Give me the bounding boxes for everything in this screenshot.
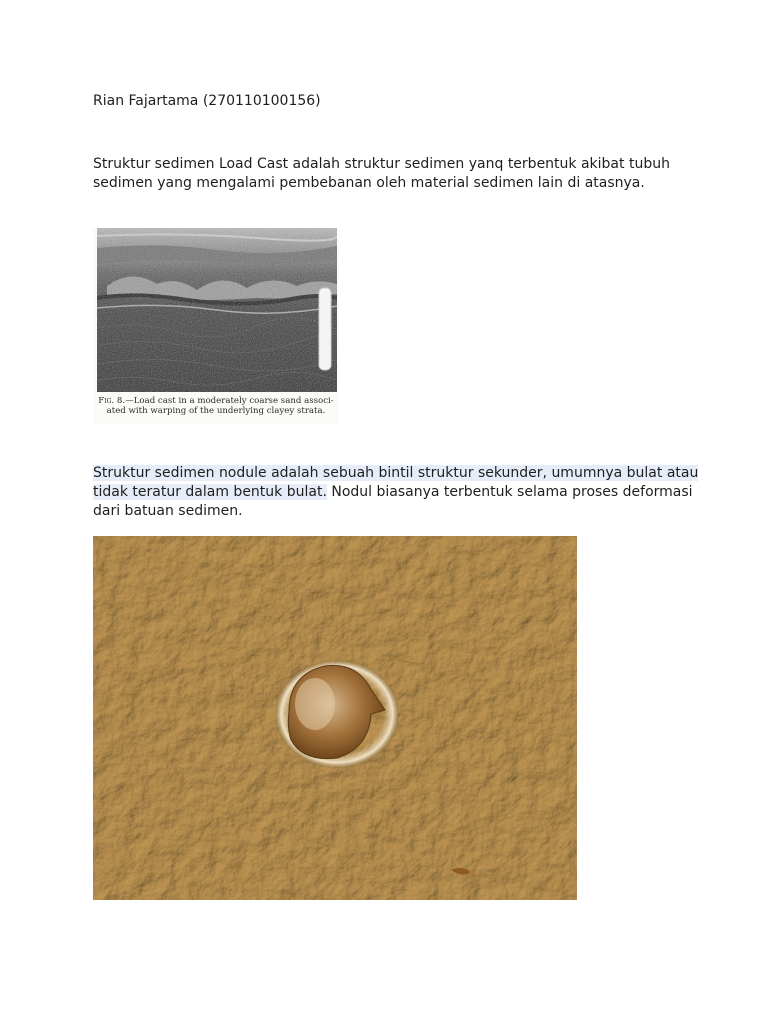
figure-caption	[93, 396, 339, 416]
paragraph-load-cast: Struktur sedimen Load Cast adalah struktur sedimen yanq terbentuk akibat tubuh sedimen yang mengalami pembebanan oleh material sedimen lain di atasnya.	[93, 156, 670, 191]
paragraph-nodule-rest: Nodul biasanya terbentuk selama proses deformasi dari batuan sedimen.	[93, 484, 693, 519]
figure-label: Fig. 8.	[98, 396, 126, 406]
author-line: Rian Fajartama (270110100156)	[93, 93, 321, 109]
figure-caption-text: —Load cast in a moderately coarse sand associ- ated with warping of the underlying clayey strata.	[106, 396, 334, 416]
figure-load-cast	[93, 228, 339, 424]
load-cast-photo	[97, 228, 337, 394]
nodule-photo	[93, 536, 577, 900]
paragraph-nodule	[93, 464, 703, 521]
highlighted-text: Struktur sedimen nodule adalah sebuah bintil struktur sekunder, umumnya bulat atau tidak teratur dalam bentuk bulat.	[93, 465, 699, 500]
